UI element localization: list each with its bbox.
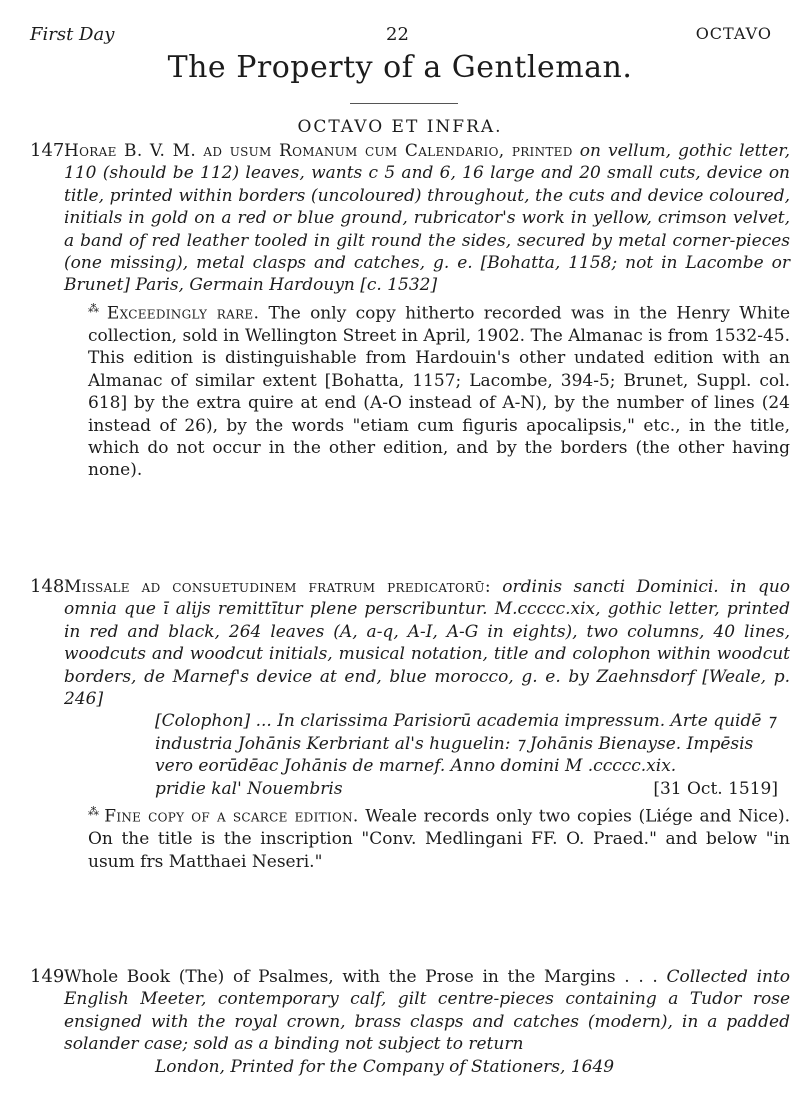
note-text: Weale records only two copies (Liége and Nice). On the title is the inscription "Conv. Medlingani FF. O. Praed." and below "in usum frs Matthaei Neseri." xyxy=(88,806,791,872)
colophon-day: pridie kal' Nouembris xyxy=(155,778,343,799)
running-head-left: First Day xyxy=(30,24,115,45)
lot-note xyxy=(88,801,790,873)
lot-149 xyxy=(30,966,790,1078)
colophon-date: [31 Oct. 1519] xyxy=(653,778,778,799)
lot-148 xyxy=(30,576,790,873)
asterism-icon: ⁂ xyxy=(88,301,103,315)
running-head-right: OCTAVO xyxy=(695,24,772,43)
lot-note xyxy=(88,298,790,482)
sale-title: The Property of a Gentleman. xyxy=(167,50,633,85)
section-heading: OCTAVO ET INFRA. xyxy=(297,117,503,137)
colophon-text: [Colophon] ... In clarissima Parisiorū academia impressum. Arte quidē ⁊ industria Johānis Kerbriant al's huguelin: ⁊ Johānis Bienayse. Impēsis vero eorūdēac Johānis de marnef. Anno domini M .ccccc.xix. xyxy=(155,711,776,777)
lot-title: Horae B. V. M. ad usum Romanum cum Calendario, printed xyxy=(64,141,573,161)
asterism-icon: ⁂ xyxy=(88,805,101,819)
lot-number: 149 xyxy=(30,966,65,987)
lot-imprint: London, Printed for the Company of Stationers, 1649 xyxy=(155,1056,615,1077)
lot-number: 147 xyxy=(30,140,65,161)
colophon-end xyxy=(155,778,790,800)
note-lead: Fine copy of a scarce edition. xyxy=(104,806,359,827)
lot-entry xyxy=(64,140,790,297)
lot-title: Whole Book (The) of Psalmes, with the Prose in the Margins . . . xyxy=(64,967,658,987)
lot-description: ordinis sancti Dominici. in quo omnia que ī alijs remittītur plene perscribuntur. M.ccccc.xix, gothic letter, printed in red and black, 264 leaves (A, a-q, A-I, A-G in eights), two columns, 40 lines, woodcuts and woodcut initials, musical notation, title and colophon within woodcut borders, de Marnef's device at end, blue morocco, g. e. by Zaehnsdorf [Weale, p. 246] xyxy=(64,577,791,710)
lot-description: Collected into English Meeter, contemporary calf, gilt centre-pieces containing a Tudor rose ensigned with the royal crown, brass clasps and catches (modern), in a padded solander case; sold as a binding not subject to return xyxy=(64,967,791,1055)
lot-entry xyxy=(64,966,790,1056)
note-text: The only copy hitherto recorded was in the Henry White collection, sold in Wellington Street in April, 1902. The Almanac is from 1532-45. This edition is distinguishable from Hardouin's other undated edition with an Almanac of similar extent [Bohatta, 1157; Lacombe, 394-5; Brunet, Suppl. col. 618] by the extra quire at end (A-O instead of A-N), by the number of lines (24 instead of 26), by the words "etiam cum figuris apocalipsis," etc., in the title, which do not occur in the other edition, and by the borders (the other having none). xyxy=(88,303,791,481)
lot-number: 148 xyxy=(30,576,65,597)
lot-entry xyxy=(64,576,790,710)
lot-147 xyxy=(30,140,790,482)
page-number: 22 xyxy=(386,24,409,45)
lot-description: on vellum, gothic letter, 110 (should be 112) leaves, wants c 5 and 6, 16 large and 20 small cuts, device on title, printed within borders (uncoloured) throughout, the cuts and device coloured, initials in gold on a red or blue ground, rubricator's work in yellow, crimson velvet, a band of red leather tooled in gilt round the sides, secured by metal corner-pieces (one missing), metal clasps and catches, g. e. [Bohatta, 1158; not in Lacombe or Brunet] Paris, Germain Hardouyn [c. 1532] xyxy=(64,141,790,296)
lot-title: Missale ad consuetudinem fratrum predicatorū: xyxy=(64,577,491,597)
colophon xyxy=(155,710,790,777)
title-rule xyxy=(350,103,458,104)
note-lead: Exceedingly rare. xyxy=(106,303,260,324)
